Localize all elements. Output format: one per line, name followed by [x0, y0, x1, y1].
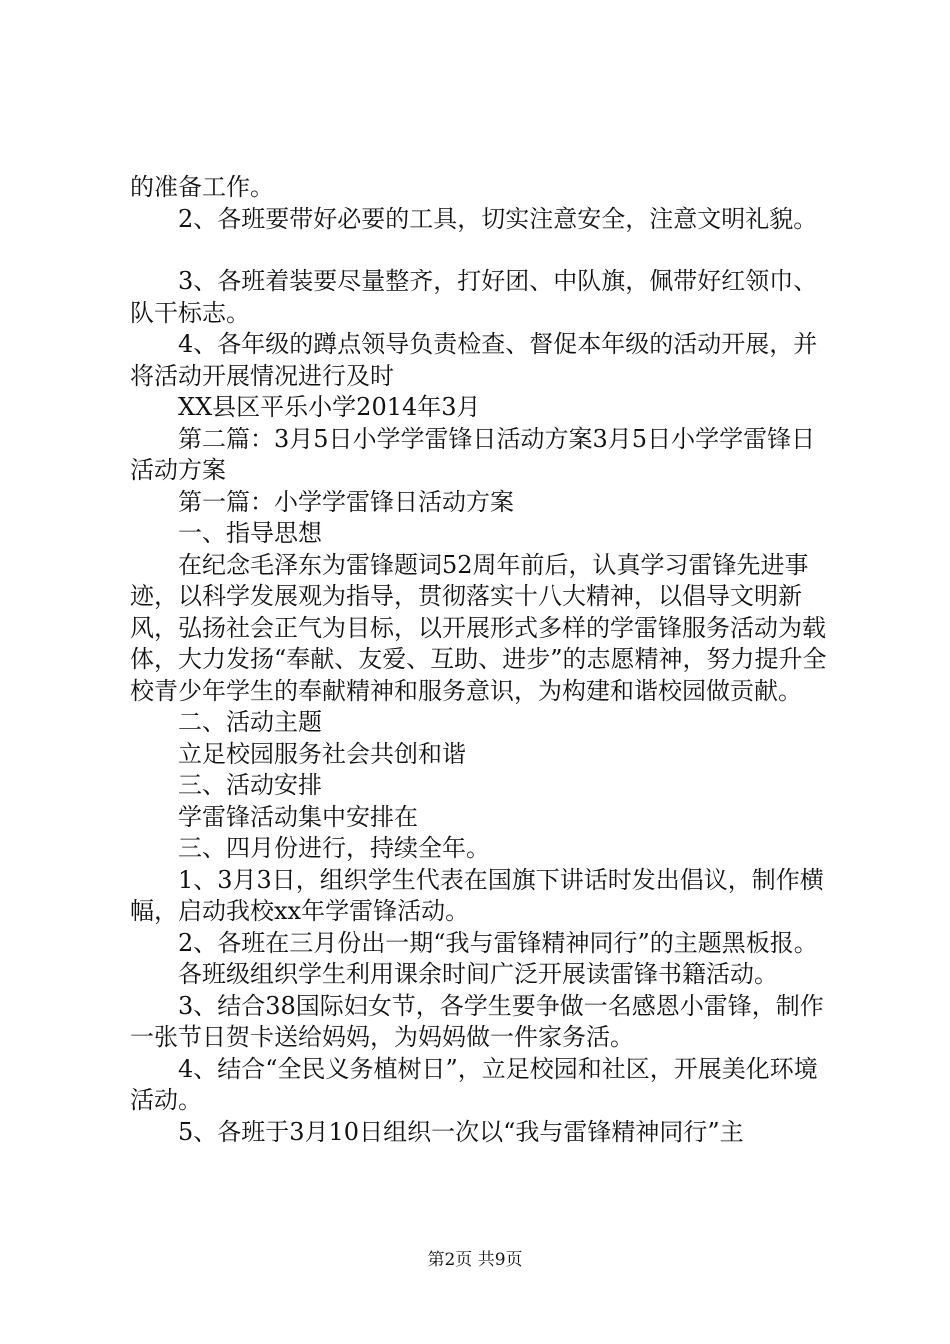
- section-heading-arrangement: 三、活动安排: [178, 771, 322, 799]
- paragraph-activity-1: 1、3月3日，组织学生代表在国旗下讲话时发出倡议，制作横幅，启动我校xx年学雷锋活动。: [130, 865, 824, 925]
- paragraph-item-3-attire: 3、各班着装要尽量整齐，打好团、中队旗，佩带好红领巾、队干标志。: [130, 267, 818, 327]
- section-heading-theme: 二、活动主题: [178, 708, 322, 736]
- paragraph-theme: 立足校园服务社会共创和谐: [178, 739, 466, 768]
- paragraph-activity-2: 2、各班在三月份出一期“我与雷锋精神同行”的主题黑板报。: [178, 928, 818, 957]
- paragraph-signature: XX县区平乐小学2014年3月: [178, 393, 481, 421]
- paragraph-gap: [130, 235, 834, 266]
- document-body: [130, 172, 834, 1148]
- paragraph-arrangement: 学雷锋活动集中安排在: [178, 802, 418, 831]
- paragraph-guiding-idea: 在纪念毛泽东为雷锋题词52周年前后，认真学习雷锋先进事迹，以科学发展观为指导，贯彻落实十八大精神，以倡导文明新风，弘扬社会正气为目标，以开展形式多样的学雷锋服务活动为载体，大力发扬“奉献、友爱、互助、进步”的志愿精神，努力提升全校青少年学生的奉献精神和服务意识，为构建和谐校园做贡献。: [130, 550, 827, 705]
- paragraph-activity-4: 4、结合“全民义务植树日”，立足校园和社区，开展美化环境活动。: [130, 1054, 818, 1114]
- paragraph-schedule: 三、四月份进行，持续全年。: [178, 834, 490, 862]
- paragraph-chapter-one-title: 第一篇：小学学雷锋日活动方案: [178, 487, 514, 516]
- paragraph-item-2-tools: 2、各班要带好必要的工具，切实注意安全，注意文明礼貌。: [178, 204, 818, 233]
- section-heading-guiding-idea: 一、指导思想: [178, 519, 322, 547]
- paragraph-continuation: 的准备工作。: [130, 173, 274, 201]
- paragraph-activity-3: 3、结合38国际妇女节，各学生要争做一名感恩小雷锋，制作一张节日贺卡送给妈妈，为妈妈做一件家务活。: [130, 991, 824, 1051]
- paragraph-reading-activity: 各班级组织学生利用课余时间广泛开展读雷锋书籍活动。: [178, 960, 778, 988]
- paragraph-activity-5: 5、各班于3月10日组织一次以“我与雷锋精神同行”主: [178, 1117, 744, 1146]
- page-number-footer: 第2页 共9页: [427, 1250, 523, 1270]
- paragraph-chapter-two-title: 第二篇：3月5日小学学雷锋日活动方案3月5日小学学雷锋日活动方案: [130, 424, 816, 484]
- paragraph-item-4-leaders: 4、各年级的蹲点领导负责检查、督促本年级的活动开展，并将活动开展情况进行及时: [130, 330, 818, 390]
